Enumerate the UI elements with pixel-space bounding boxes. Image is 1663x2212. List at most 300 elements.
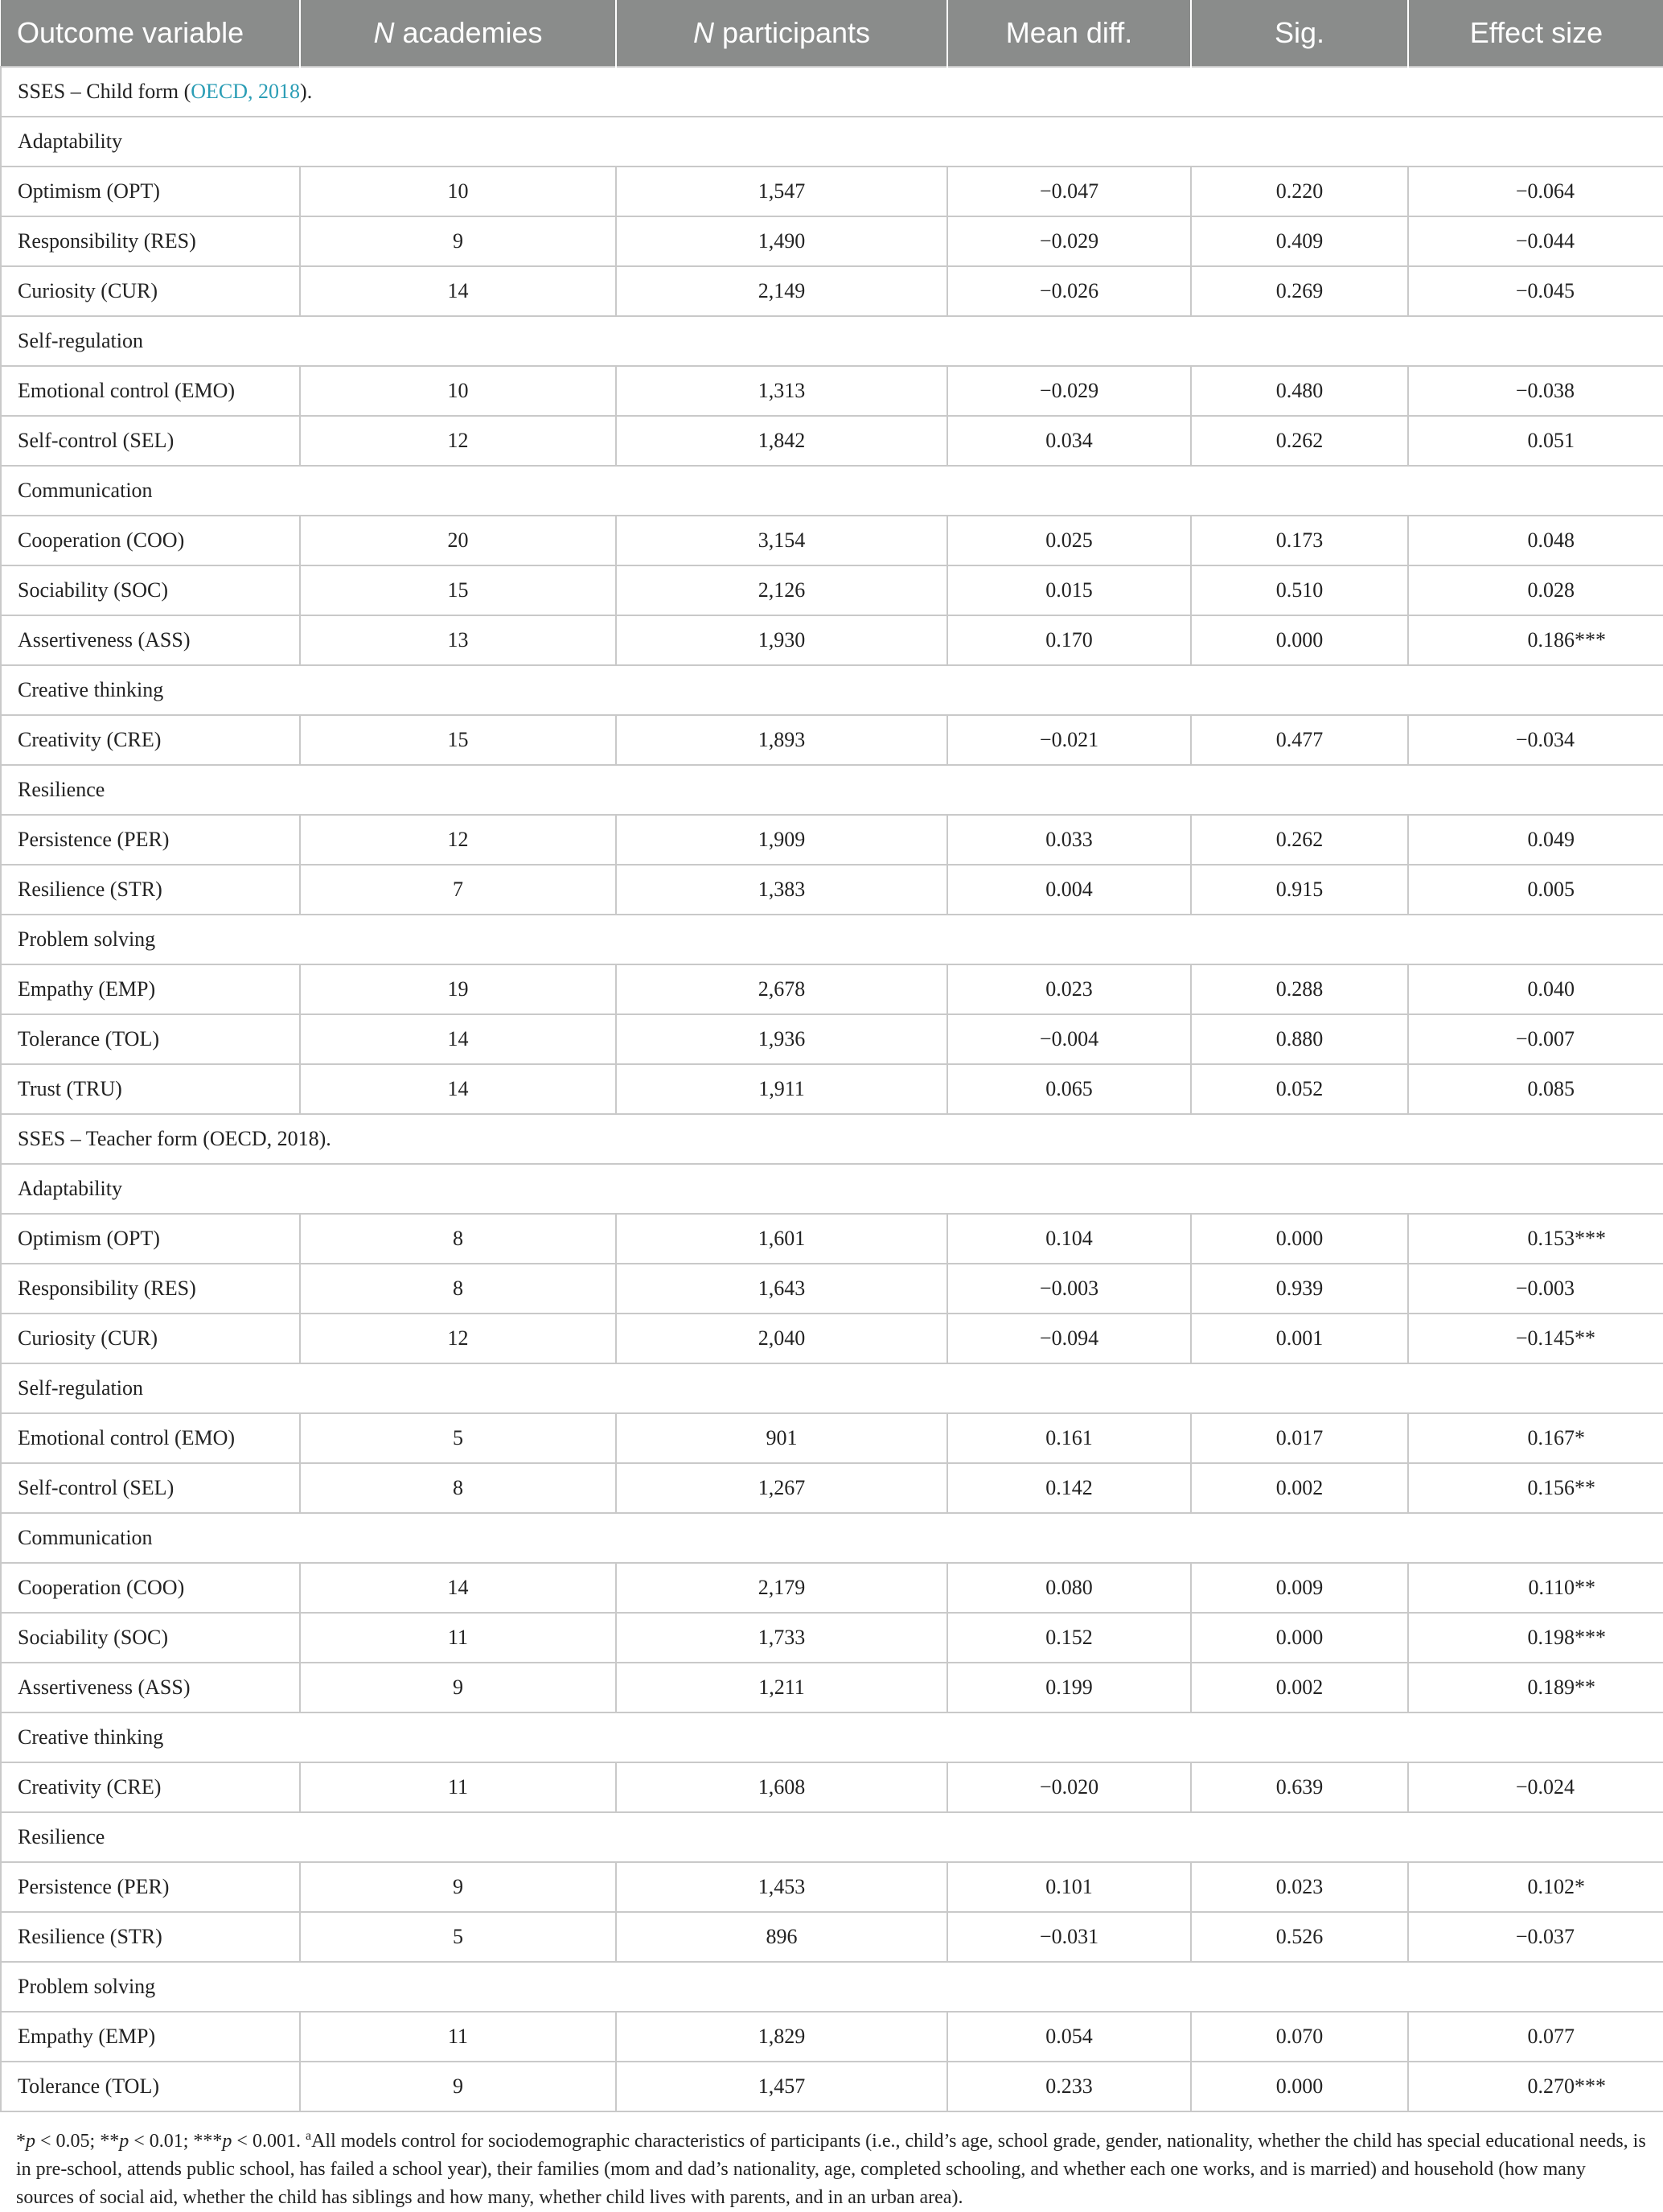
sig-cell: 0.880 [1191,1014,1408,1064]
sig-cell: 0.052 [1191,1064,1408,1114]
effect-size-wrap [1497,828,1575,852]
table-header [1,0,1663,67]
table-row [1,565,1663,615]
group-title: Problem solving [1,915,1663,964]
effect-size-cell [1408,565,1663,615]
effect-size-cell [1408,1762,1663,1812]
n-participants-cell: 3,154 [616,516,947,565]
effect-size-value: −0.037 [1515,1925,1575,1948]
footnote-text: * [16,2131,26,2152]
mean-diff-cell: 0.015 [947,565,1191,615]
sig-cell: 0.220 [1191,167,1408,216]
effect-size-cell [1408,216,1663,266]
section-title-text: SSES – Child form ( [18,80,191,103]
section-citation-link: OECD, 2018 [191,80,301,103]
effect-size-wrap [1497,379,1575,403]
effect-size-wrap: 0.153*** [1527,1227,1606,1250]
group-title-row [1,117,1663,167]
group-title-row [1,1513,1663,1563]
n-academies-cell: 9 [300,1862,616,1912]
table-row [1,2062,1663,2111]
sig-cell: 0.002 [1191,1663,1408,1712]
n-participants-cell: 1,313 [616,366,947,416]
table-row [1,1413,1663,1463]
sig-cell: 0.262 [1191,416,1408,466]
table-row [1,1314,1663,1363]
n-participants-cell: 2,678 [616,964,947,1014]
mean-diff-cell: 0.023 [947,964,1191,1014]
effect-size-cell [1408,1862,1663,1912]
outcome-variable-cell: Sociability (SOC) [1,1613,300,1663]
effect-size-cell [1408,2062,1663,2111]
effect-size-value: −0.145 [1515,1326,1575,1350]
outcome-variable-cell: Assertiveness (ASS) [1,615,300,665]
effect-size-cell [1408,1613,1663,1663]
n-academies-cell: 9 [300,1663,616,1712]
effect-size-cell [1408,964,1663,1014]
effect-size-cell [1408,715,1663,765]
outcome-variable-cell: Creativity (CRE) [1,715,300,765]
group-title-row [1,1712,1663,1762]
group-title: Creative thinking [1,1712,1663,1762]
effect-size-value: 0.005 [1527,878,1575,901]
effect-size-wrap [1497,1925,1575,1949]
mean-diff-cell: −0.029 [947,216,1191,266]
n-academies-cell: 12 [300,815,616,865]
table-row [1,167,1663,216]
table-row [1,715,1663,765]
mean-diff-cell: −0.003 [947,1264,1191,1314]
effect-size-wrap [1497,429,1575,453]
outcome-variable-cell: Trust (TRU) [1,1064,300,1114]
effect-size-wrap [1497,878,1575,902]
n-participants-cell: 896 [616,1912,947,1962]
table-row [1,1463,1663,1513]
mean-diff-cell: 0.033 [947,815,1191,865]
effect-size-wrap: 0.270*** [1527,2074,1606,2098]
header-row [1,0,1663,67]
n-academies-cell: 12 [300,416,616,466]
effect-size-wrap: 0.102* [1527,1875,1585,1898]
section-title-text: ). [300,80,313,103]
effect-size-wrap [1497,528,1575,553]
group-title-row [1,915,1663,964]
table-row [1,815,1663,865]
table-row [1,1563,1663,1613]
table-row [1,366,1663,416]
mean-diff-cell: 0.080 [947,1563,1191,1613]
table-row [1,2012,1663,2062]
group-title-row [1,466,1663,516]
table-row [1,266,1663,316]
sig-cell: 0.510 [1191,565,1408,615]
n-academies-cell: 8 [300,1264,616,1314]
group-title: Adaptability [1,117,1663,167]
group-title: Self-regulation [1,316,1663,366]
effect-size-cell [1408,1014,1663,1064]
header-sig [1191,0,1408,67]
sig-cell: 0.477 [1191,715,1408,765]
group-title-row [1,1363,1663,1413]
group-title-row [1,1164,1663,1214]
n-participants-cell: 1,643 [616,1264,947,1314]
outcome-variable-cell: Emotional control (EMO) [1,366,300,416]
effect-size-cell [1408,1064,1663,1114]
section-title [1,67,1663,117]
section-title [1,1114,1663,1164]
table-row [1,615,1663,665]
n-participants-cell: 1,547 [616,167,947,216]
effect-size-wrap [1497,728,1575,752]
header-mean-diff [947,0,1191,67]
outcome-variable-cell: Responsibility (RES) [1,216,300,266]
header-n-participants [616,0,947,67]
group-title: Self-regulation [1,1363,1663,1413]
table-footnote [0,2112,1663,2212]
effect-size-value: 0.198 [1527,1626,1575,1649]
group-title: Adaptability [1,1164,1663,1214]
sig-cell: 0.017 [1191,1413,1408,1463]
mean-diff-cell: −0.021 [947,715,1191,765]
effect-size-cell [1408,1563,1663,1613]
header-academies-text: academies [394,16,543,49]
footnote-superscript-a: a [305,2129,312,2143]
n-participants-cell: 1,829 [616,2012,947,2062]
mean-diff-cell: −0.047 [947,167,1191,216]
effect-size-value: −0.024 [1515,1775,1575,1799]
effect-size-cell [1408,1663,1663,1712]
effect-size-value: 0.156 [1527,1476,1575,1499]
effect-size-wrap [1497,1277,1575,1301]
effect-size-value: −0.003 [1515,1277,1575,1300]
effect-size-value: −0.045 [1515,279,1575,302]
outcome-variable-cell: Emotional control (EMO) [1,1413,300,1463]
sig-cell: 0.639 [1191,1762,1408,1812]
mean-diff-cell: 0.034 [947,416,1191,466]
effect-size-wrap [1497,279,1575,303]
mean-diff-cell: 0.170 [947,615,1191,665]
effect-size-wrap: 0.167* [1527,1426,1585,1449]
effect-size-value: 0.085 [1527,1077,1575,1100]
n-academies-cell: 11 [300,1762,616,1812]
n-participants-cell: 1,267 [616,1463,947,1513]
mean-diff-cell: 0.054 [947,2012,1191,2062]
mean-diff-cell: −0.020 [947,1762,1191,1812]
effect-size-value: −0.044 [1515,229,1575,253]
footnote-text: All models control for sociodemographic characteristics of participants (i.e., child’s age, school grade, gender, nationality, whether the child has special educational needs, is in pre-school, attends public school, has failed a school year), their families (mom and dad’s nationality, age, completed schooling, and whether each one works, and is married) and household (how many sources of social aid, whether the child has siblings and how many, whether child lives with parents, and in an urban area). [16,2131,1646,2208]
table-row [1,1862,1663,1912]
n-participants-cell: 1,601 [616,1214,947,1264]
table-row [1,1014,1663,1064]
n-academies-cell: 7 [300,865,616,915]
outcome-variable-cell: Curiosity (CUR) [1,1314,300,1363]
effect-size-wrap [1497,1077,1575,1101]
n-participants-cell: 1,383 [616,865,947,915]
sig-cell: 0.023 [1191,1862,1408,1912]
outcome-variable-cell: Optimism (OPT) [1,1214,300,1264]
effect-size-wrap: 0.110** [1528,1576,1595,1599]
group-title-row [1,665,1663,715]
table-row [1,1762,1663,1812]
n-academies-cell: 8 [300,1214,616,1264]
effect-size-cell [1408,1912,1663,1962]
outcome-variable-cell: Tolerance (TOL) [1,2062,300,2111]
n-participants-cell: 2,149 [616,266,947,316]
n-academies-cell: 14 [300,1064,616,1114]
effect-size-wrap: 0.198*** [1527,1626,1606,1649]
mean-diff-cell: −0.029 [947,366,1191,416]
mean-diff-cell: 0.104 [947,1214,1191,1264]
footnote-p-symbol: p [26,2131,35,2152]
header-participants-text: participants [713,16,871,49]
group-title-row [1,765,1663,815]
n-academies-cell: 11 [300,1613,616,1663]
mean-diff-cell: 0.025 [947,516,1191,565]
n-academies-cell: 15 [300,715,616,765]
n-academies-cell: 8 [300,1463,616,1513]
sig-cell: 0.915 [1191,865,1408,915]
table-row [1,1264,1663,1314]
effect-size-value: −0.034 [1515,728,1575,751]
header-mean-diff-text: Mean diff. [1005,16,1133,49]
n-academies-cell: 14 [300,1563,616,1613]
n-academies-cell: 5 [300,1912,616,1962]
effect-size-value: 0.051 [1527,429,1575,452]
sig-cell: 0.009 [1191,1563,1408,1613]
effect-size-cell [1408,167,1663,216]
n-academies-cell: 9 [300,2062,616,2111]
outcome-variable-cell: Self-control (SEL) [1,416,300,466]
section-title-text: SSES – Teacher form (OECD, 2018). [18,1127,331,1150]
effect-size-value: −0.038 [1515,379,1575,402]
table-row [1,865,1663,915]
outcome-variable-cell: Resilience (STR) [1,865,300,915]
sig-cell: 0.269 [1191,266,1408,316]
table-row [1,1613,1663,1663]
group-title: Creative thinking [1,665,1663,715]
effect-size-wrap: 0.156** [1527,1476,1595,1499]
group-title: Problem solving [1,1962,1663,2012]
n-academies-cell: 12 [300,1314,616,1363]
sig-cell: 0.001 [1191,1314,1408,1363]
n-academies-cell: 15 [300,565,616,615]
effect-size-cell [1408,1413,1663,1463]
effect-size-cell [1408,865,1663,915]
n-academies-cell: 9 [300,216,616,266]
header-sig-text: Sig. [1274,16,1325,49]
mean-diff-cell: −0.094 [947,1314,1191,1363]
group-title: Communication [1,466,1663,516]
mean-diff-cell: 0.233 [947,2062,1191,2111]
outcome-variable-cell: Assertiveness (ASS) [1,1663,300,1712]
n-participants-cell: 1,842 [616,416,947,466]
n-participants-cell: 1,911 [616,1064,947,1114]
group-title-row [1,1812,1663,1862]
effect-size-value: −0.064 [1515,179,1575,203]
n-academies-cell: 14 [300,1014,616,1064]
mean-diff-cell: −0.031 [947,1912,1191,1962]
table-row [1,964,1663,1014]
effect-size-wrap [1497,229,1575,253]
sig-cell: 0.000 [1191,1214,1408,1264]
n-academies-cell: 13 [300,615,616,665]
effect-size-value: 0.270 [1527,2074,1575,2098]
n-academies-cell: 10 [300,366,616,416]
effect-size-value: 0.048 [1527,528,1575,552]
outcome-variable-cell: Cooperation (COO) [1,516,300,565]
n-participants-cell: 1,930 [616,615,947,665]
mean-diff-cell: −0.026 [947,266,1191,316]
mean-diff-cell: 0.101 [947,1862,1191,1912]
n-participants-cell: 2,040 [616,1314,947,1363]
n-participants-cell: 1,453 [616,1862,947,1912]
n-participants-cell: 1,733 [616,1613,947,1663]
mean-diff-cell: 0.161 [947,1413,1191,1463]
outcome-variable-cell: Empathy (EMP) [1,2012,300,2062]
effect-size-value: −0.007 [1515,1027,1575,1050]
effect-size-cell [1408,416,1663,466]
n-academies-cell: 11 [300,2012,616,2062]
effect-size-wrap: −0.145** [1515,1326,1595,1350]
sig-cell: 0.526 [1191,1912,1408,1962]
effect-size-value: 0.189 [1527,1675,1575,1699]
outcome-variable-cell: Persistence (PER) [1,1862,300,1912]
n-participants-cell: 1,936 [616,1014,947,1064]
sig-cell: 0.000 [1191,2062,1408,2111]
effect-size-value: 0.153 [1527,1227,1575,1250]
sig-cell: 0.480 [1191,366,1408,416]
group-title-row [1,316,1663,366]
mean-diff-cell: 0.004 [947,865,1191,915]
effect-size-cell [1408,815,1663,865]
header-n-academies [300,0,616,67]
effect-size-cell [1408,615,1663,665]
effect-size-wrap: 0.189** [1527,1675,1595,1699]
n-participants-cell: 1,608 [616,1762,947,1812]
effect-size-cell [1408,516,1663,565]
header-effect-size [1408,0,1663,67]
n-participants-cell: 1,909 [616,815,947,865]
sig-cell: 0.000 [1191,1613,1408,1663]
effect-size-cell [1408,1463,1663,1513]
outcome-variable-cell: Curiosity (CUR) [1,266,300,316]
outcome-variable-cell: Empathy (EMP) [1,964,300,1014]
sig-cell: 0.070 [1191,2012,1408,2062]
mean-diff-cell: 0.152 [947,1613,1191,1663]
mean-diff-cell: 0.142 [947,1463,1191,1513]
group-title-row [1,1962,1663,2012]
effect-size-cell [1408,1264,1663,1314]
outcome-variable-cell: Optimism (OPT) [1,167,300,216]
n-participants-cell: 2,179 [616,1563,947,1613]
footnote-text: < 0.05; ** [35,2131,120,2152]
n-academies-cell: 5 [300,1413,616,1463]
effect-size-value: 0.040 [1527,977,1575,1001]
group-title: Communication [1,1513,1663,1563]
n-academies-cell: 20 [300,516,616,565]
effect-size-value: 0.028 [1527,578,1575,602]
table-row [1,216,1663,266]
sig-cell: 0.409 [1191,216,1408,266]
header-outcome-variable-text: Outcome variable [17,16,244,49]
header-outcome-variable [1,0,300,67]
mean-diff-cell: 0.199 [947,1663,1191,1712]
sig-cell: 0.173 [1191,516,1408,565]
n-participants-cell: 1,490 [616,216,947,266]
outcome-variable-cell: Tolerance (TOL) [1,1014,300,1064]
group-title: Resilience [1,765,1663,815]
header-n-symbol: N [692,16,714,49]
n-participants-cell: 901 [616,1413,947,1463]
effect-size-wrap: 0.186*** [1527,628,1606,652]
effect-size-value: 0.110 [1528,1576,1575,1599]
n-participants-cell: 2,126 [616,565,947,615]
header-effect-size-text: Effect size [1469,16,1603,49]
sig-cell: 0.939 [1191,1264,1408,1314]
n-academies-cell: 19 [300,964,616,1014]
effect-size-value: 0.167 [1527,1426,1575,1449]
n-academies-cell: 10 [300,167,616,216]
table-row [1,416,1663,466]
sig-cell: 0.262 [1191,815,1408,865]
outcome-variable-cell: Persistence (PER) [1,815,300,865]
effect-size-cell [1408,2012,1663,2062]
sig-cell: 0.002 [1191,1463,1408,1513]
effect-size-wrap [1497,2025,1575,2049]
table-row [1,516,1663,565]
sig-cell: 0.000 [1191,615,1408,665]
effect-size-wrap [1497,179,1575,204]
section-title-row [1,67,1663,117]
effect-size-wrap [1497,1027,1575,1051]
table-body [1,67,1663,2111]
effect-size-cell [1408,1314,1663,1363]
effect-size-wrap [1497,1775,1575,1799]
effect-size-value: 0.049 [1527,828,1575,851]
effect-size-value: 0.102 [1527,1875,1575,1898]
n-academies-cell: 14 [300,266,616,316]
outcome-variable-cell: Responsibility (RES) [1,1264,300,1314]
footnote-text: < 0.01; *** [129,2131,223,2152]
outcome-variable-cell: Creativity (CRE) [1,1762,300,1812]
header-n-symbol: N [373,16,395,49]
table-row [1,1912,1663,1962]
effect-size-value: 0.186 [1527,628,1575,652]
section-title-row [1,1114,1663,1164]
effect-size-cell [1408,266,1663,316]
footnote-p-symbol: p [222,2131,232,2152]
table-row [1,1663,1663,1712]
outcome-variable-cell: Cooperation (COO) [1,1563,300,1613]
group-title: Resilience [1,1812,1663,1862]
footnote-p-symbol: p [119,2131,129,2152]
footnote-text: < 0.001. [232,2131,306,2152]
sig-cell: 0.288 [1191,964,1408,1014]
n-participants-cell: 1,211 [616,1663,947,1712]
outcome-variable-cell: Resilience (STR) [1,1912,300,1962]
effect-size-value: 0.077 [1527,2025,1575,2048]
mean-diff-cell: −0.004 [947,1014,1191,1064]
outcome-variable-cell: Self-control (SEL) [1,1463,300,1513]
mean-diff-cell: 0.065 [947,1064,1191,1114]
effect-size-cell [1408,1214,1663,1264]
n-participants-cell: 1,457 [616,2062,947,2111]
effect-size-cell [1408,366,1663,416]
outcome-variable-cell: Sociability (SOC) [1,565,300,615]
table-row [1,1064,1663,1114]
n-participants-cell: 1,893 [616,715,947,765]
effect-size-wrap [1497,977,1575,1001]
